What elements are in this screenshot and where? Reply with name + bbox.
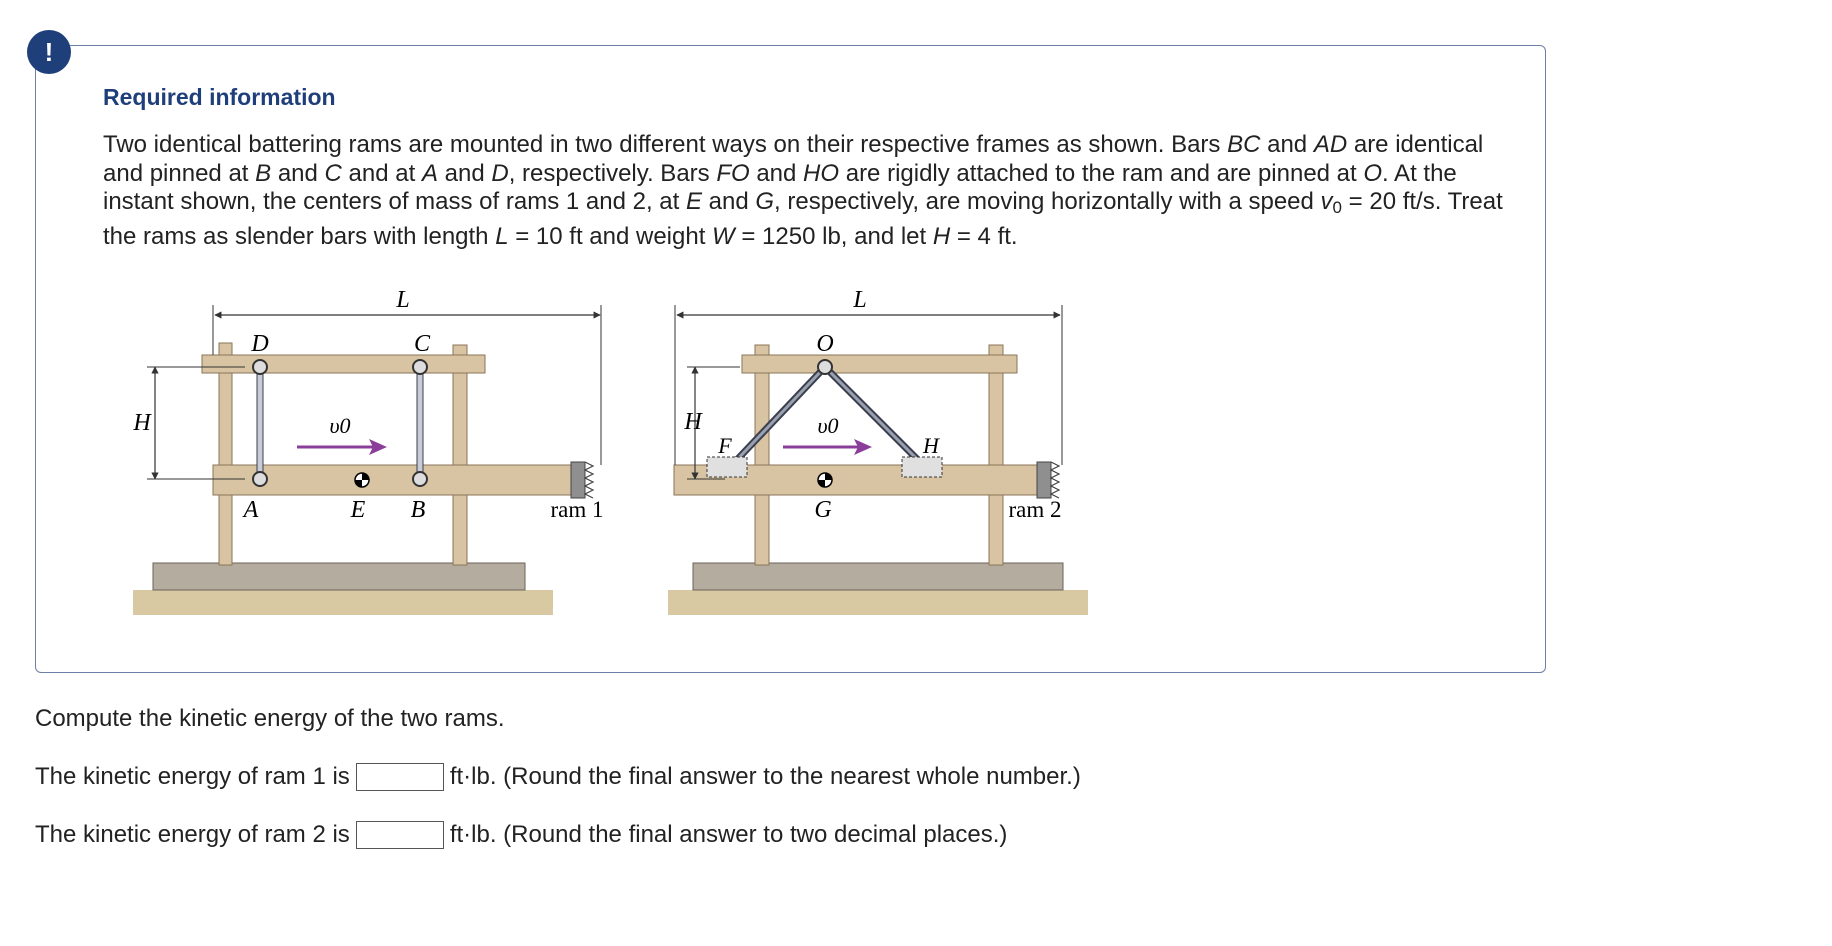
ram2-kinetic-energy-input[interactable] — [356, 821, 444, 849]
answer-row-ram2 — [35, 821, 1007, 849]
question-prompt: Compute the kinetic energy of the two rams. — [35, 705, 505, 732]
ram1-kinetic-energy-input[interactable] — [356, 763, 444, 791]
ram2-ram-head — [1037, 462, 1051, 498]
ram1-label-D: D — [251, 331, 269, 357]
ram1-ground — [133, 590, 553, 615]
ram2-label-G: G — [814, 497, 832, 523]
ram2-label-v0: υ0 — [817, 413, 839, 438]
ram1-label-v0: υ0 — [329, 413, 351, 438]
ram1-pin-c — [413, 360, 427, 374]
ram1-label-L: L — [396, 287, 410, 313]
ram2-label-ram: ram 2 — [1008, 497, 1062, 522]
ram1-bar-ad — [257, 367, 263, 479]
ram1-ram-head — [571, 462, 585, 498]
ram1-label-E: E — [350, 497, 366, 523]
ram1-label-H: H — [133, 410, 151, 436]
ram2-label-F: F — [718, 433, 732, 458]
ram1-figure — [132, 287, 603, 615]
ram2-post-right — [989, 345, 1003, 565]
ram1-question-text: The kinetic energy of ram 1 is — [35, 763, 350, 790]
ram1-ram-teeth — [585, 462, 593, 498]
ram1-unit-text: ft·lb. (Round the final answer to the nearest whole number.) — [449, 763, 1081, 790]
battering-rams-figure — [125, 285, 1095, 620]
ram2-label-H-dim: H — [684, 409, 702, 435]
ram2-label-L: L — [853, 287, 867, 313]
ram1-top-beam — [202, 355, 485, 373]
ram2-post-left — [755, 345, 769, 565]
info-heading: Required information — [103, 84, 336, 110]
ram2-question-text: The kinetic energy of ram 2 is — [35, 821, 350, 848]
ram2-figure — [668, 287, 1088, 615]
ram2-ground — [668, 590, 1088, 615]
ram1-label-A: A — [243, 497, 259, 523]
exclamation-icon: ! — [27, 30, 71, 74]
ram1-base — [153, 563, 525, 590]
ram1-pin-a — [253, 472, 267, 486]
ram1-post-left — [219, 343, 232, 565]
ram1-pin-b — [413, 472, 427, 486]
answer-row-ram1 — [35, 763, 1081, 791]
ram2-unit-text: ft·lb. (Round the final answer to two decimal places.) — [449, 821, 1008, 848]
problem-statement: Two identical battering rams are mounted in two different ways on their respective frames as shown. Bars BC and AD are identical and pinned at B and C and at A and D, respectively. Bars FO and HO are rigidly attached to the ram and are pinned at O. At the instant shown, the centers of mass of rams 1 and 2, at E and G, respectively, are moving horizontally with a speed $v_0 = 20$ ft/s. Treat the rams as slender bars with length L = 10 ft and weight W = 1250 lb, and let H = 4 ft. — [103, 131, 1503, 250]
ram2-ram-teeth — [1051, 462, 1059, 498]
ram2-label-O: O — [816, 331, 834, 357]
ram2-label-H: H — [923, 433, 939, 458]
ram1-label-B: B — [410, 497, 426, 523]
ram2-top-beam — [742, 355, 1017, 373]
ram1-bar-bc — [417, 367, 423, 479]
ram1-label-C: C — [413, 331, 431, 357]
ram2-pin-o — [818, 360, 832, 374]
ram2-block-f — [707, 457, 747, 477]
ram2-base — [693, 563, 1063, 590]
ram2-block-h — [902, 457, 942, 477]
ram1-post-right — [453, 345, 467, 565]
ram1-label-ram: ram 1 — [550, 497, 604, 522]
ram1-pin-d — [253, 360, 267, 374]
